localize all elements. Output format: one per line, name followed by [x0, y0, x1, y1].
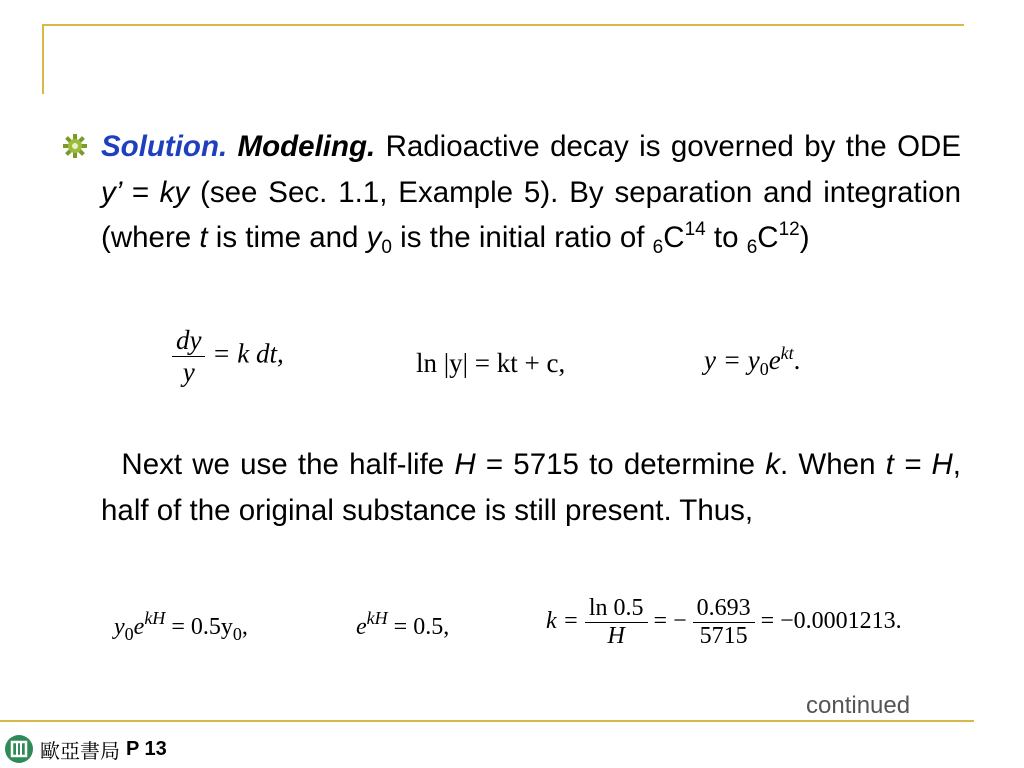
- para1-text-3: is time and: [207, 221, 367, 254]
- half-e: e: [133, 614, 145, 640]
- exp-half-exponent: kH: [366, 608, 388, 628]
- t-equals-H: t = H: [885, 448, 953, 481]
- half-rhs-subscript: 0: [232, 624, 242, 644]
- k-result: = −0.0001213.: [754, 608, 902, 635]
- exp-half-e: e: [356, 614, 367, 640]
- fraction-denominator: y: [172, 356, 205, 388]
- equation-exp-half: [356, 608, 450, 641]
- equation-half-life: [114, 608, 248, 644]
- t-variable: t: [199, 221, 208, 254]
- half-life-paragraph: [101, 442, 961, 533]
- para1-text-2: (see Sec. 1.1, Example 5). By separation and integration (where: [101, 175, 961, 254]
- ln-half-over-H-fraction: [585, 595, 648, 650]
- solution-label: Solution.: [101, 130, 228, 163]
- gear-bullet-icon: [62, 133, 88, 159]
- integration-expression: ln |y| = kt + c,: [416, 348, 566, 378]
- half-exponent: kH: [144, 608, 166, 628]
- solution-exponent: kt: [780, 343, 794, 363]
- carbon12-superscript: 12: [778, 219, 800, 240]
- half-y-subscript: 0: [124, 624, 134, 644]
- footer: [4, 733, 167, 765]
- frame-bottom-rule: [0, 720, 974, 722]
- para1-text-4: is the initial ratio of: [391, 221, 653, 254]
- solution-exp-base: e: [768, 345, 781, 375]
- separation-rhs: = k dt,: [205, 338, 284, 369]
- carbon14-superscript: 14: [684, 219, 706, 240]
- para1-text-6: ): [799, 221, 810, 254]
- modeling-label: Modeling.: [237, 130, 376, 163]
- publisher-logo-icon: [4, 734, 34, 764]
- k-lhs: k =: [546, 608, 585, 635]
- fraction-numerator: dy: [176, 325, 202, 355]
- y-variable: y: [366, 221, 382, 254]
- k-equals-minus: = −: [647, 608, 693, 635]
- ode-expression: y’ = ky: [101, 175, 190, 209]
- para2-text-2: = 5715 to determine: [475, 448, 766, 481]
- para2-text-1: Next we use the half-life: [121, 448, 455, 481]
- k-variable: k: [765, 448, 781, 481]
- equation-separation: [172, 325, 284, 388]
- continued-label: continued: [806, 692, 911, 719]
- publisher-name: 歐亞書局: [40, 738, 120, 763]
- solution-lhs: y = y: [704, 345, 760, 375]
- para1-text-1: Radioactive decay is governed by the ODE: [375, 130, 962, 163]
- H-variable: H: [454, 448, 476, 481]
- numeric-numerator: 0.693: [696, 595, 751, 621]
- numeric-denominator: 5715: [693, 622, 755, 650]
- solution-period: .: [793, 345, 801, 375]
- solution-paragraph: [101, 124, 961, 261]
- equation-k-value: [546, 595, 902, 650]
- carbon12-symbol: C: [757, 221, 779, 254]
- ln-half-numerator: ln 0.5: [588, 595, 644, 621]
- numeric-fraction: [693, 595, 755, 650]
- half-rhs: = 0.5y: [165, 614, 233, 640]
- frame-left-rule: [42, 24, 44, 94]
- exp-half-rhs: = 0.5,: [387, 614, 450, 640]
- para2-text-4: , half of the original substance is still present. Thus,: [101, 448, 961, 527]
- para1-text-5: to: [705, 221, 747, 254]
- y-subscript: 0: [381, 237, 392, 258]
- frame-top-rule: [42, 24, 964, 26]
- equation-solution: [704, 343, 801, 379]
- carbon12-subscript: 6: [746, 237, 758, 258]
- solution-y0-subscript: 0: [759, 359, 769, 379]
- H-denominator: H: [585, 622, 648, 650]
- half-comma: ,: [241, 614, 248, 640]
- page-number: P 13: [126, 737, 167, 760]
- half-y: y: [114, 614, 125, 640]
- dy-over-y-fraction: [172, 325, 205, 388]
- para2-text-3: . When: [780, 448, 886, 481]
- carbon14-symbol: C: [663, 221, 685, 254]
- equation-integration: [416, 348, 565, 379]
- carbon14-subscript: 6: [652, 237, 664, 258]
